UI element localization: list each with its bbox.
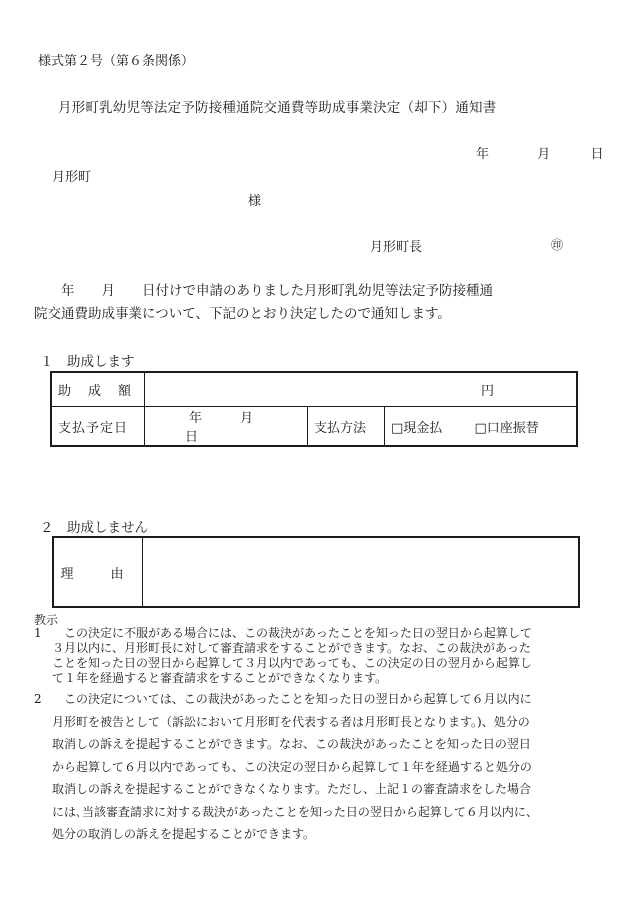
note-line: ３月以内に、月形町長に対して審査請求をすることができます。なお、この裁決があった [52,641,531,655]
document-title: 月形町乳幼児等法定予防接種通院交通費等助成事業決定（却下）通知書 [58,100,497,116]
note-line: 月形町を被告として（訴訟において月形町を代表する者は月形町長となります。)、処分の [52,714,530,729]
seal-mark: ㊞ [551,238,564,252]
note-number: 2 [34,692,42,706]
addressee-honorific: 様 [248,194,262,209]
body-paragraph [34,280,590,326]
instruction-note-1 [34,626,590,686]
issue-date-day: 日 [590,147,604,162]
amount-row [51,372,577,407]
note-line: 処分の取消しの訴えを提起することができます。 [52,827,316,841]
reason-row [53,537,579,607]
option-cash[interactable]: □現金払 [391,420,443,436]
payment-row [51,407,577,447]
note-line: て１年を経過すると審査請求をすることができなくなります。 [52,671,388,685]
grant-table [50,371,578,447]
payment-date-month: 月 [240,411,254,426]
yen-unit: 円 [480,384,494,399]
payment-date-year: 年 [189,411,203,426]
section2-heading: ２ 助成しません [40,520,148,536]
instruction-note-2 [34,688,590,846]
note-line: この決定については、この裁決があったことを知った日の翌日から起算して６月以内に [64,692,532,706]
body-line: 院交通費助成事業について、下記のとおり決定したので通知します。 [34,306,451,322]
sender-name: 月形町長 [370,240,423,255]
addressee-town: 月形町 [52,170,92,185]
issue-date-month: 月 [537,147,551,162]
amount-value [145,372,578,407]
note-line: には､当該審査請求に対する裁決があったことを知った日の翌日から起算して６月以内に、 [52,804,538,819]
note-line: 取消しの訴えを提起することができます。なお、この裁決があったことを知った日の翌日 [52,737,531,751]
option-transfer[interactable]: □口座振替 [474,420,539,436]
payment-date-label: 支払予定日 [51,407,145,447]
payment-date-day: 日 [185,430,199,445]
body-line: 年 月 日付けで申請のありました月形町乳幼児等法定予防接種通 [34,283,493,299]
payment-method-options [385,407,578,447]
note-line: から起算して６月以内であっても、この決定の翌日から起算して１年を経過すると処分の [52,759,532,774]
issue-date-year: 年 [476,147,490,162]
note-line: 取消しの訴えを提起することができなくなります。ただし、上記１の審査請求をした場合 [52,782,532,796]
form-number: 様式第２号（第６条関係） [38,54,195,69]
reason-value [143,537,580,607]
instruction-label: 教示 [34,613,59,627]
issue-date [476,143,604,162]
payment-method-label: 支払方法 [308,407,385,447]
reason-table [52,536,580,608]
section1-heading: １ 助成します [40,354,135,370]
amount-label: 助 成 額 [51,372,145,407]
note-line: ことを知った日の翌日から起算して３月以内であっても、この決定の日の翌月から起算し [52,656,532,670]
note-line: この決定に不服がある場合には、この裁決があったことを知った日の翌日から起算して [64,626,532,640]
note-number: 1 [34,626,42,640]
payment-date-value [145,407,308,447]
reason-label: 理 由 [53,537,143,607]
